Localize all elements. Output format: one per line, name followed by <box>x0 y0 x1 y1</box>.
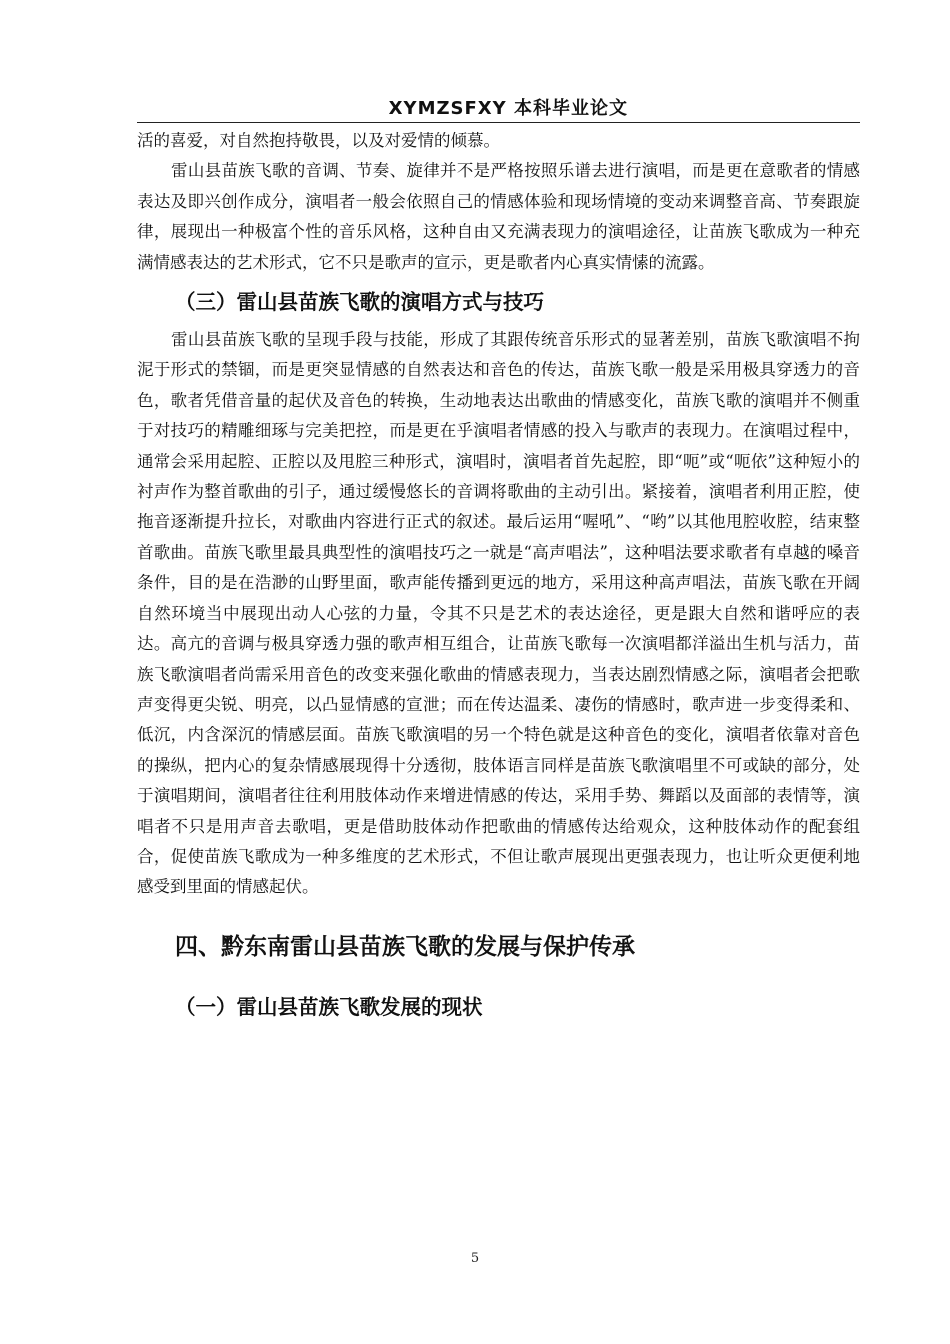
paragraph: 雷山县苗族飞歌的呈现手段与技能，形成了其跟传统音乐形式的显著差别，苗族飞歌演唱不拘泥于形式的禁锢，而是更突显情感的自然表达和音色的传达，苗族飞歌一般是采用极具穿透力的音色，歌者凭借音量的起伏及音色的转换，生动地表达出歌曲的情感变化，苗族飞歌的演唱并不侧重于对技巧的精雕细琢与完美把控，而是更在乎演唱者情感的投入与歌声的表现力。在演唱过程中，通常会采用起腔、正腔以及甩腔三种形式，演唱时，演唱者首先起腔，即“呃”或“呃依”这种短小的衬声作为整首歌曲的引子，通过缓慢悠长的音调将歌曲的主动引出。紧接着，演唱者利用正腔，使拖音逐渐提升拉长，对歌曲内容进行正式的叙述。最后运用“喔吼”、“哟”以其他甩腔收腔，结束整首歌曲。苗族飞歌里最具典型性的演唱技巧之一就是“高声唱法”，这种唱法要求歌者有卓越的嗓音条件，目的是在浩渺的山野里面，歌声能传播到更远的地方，采用这种高声唱法，苗族飞歌在开阔自然环境当中展现出动人心弦的力量，令其不只是艺术的表达途径，更是跟大自然和谐呼应的表达。高亢的音调与极具穿透力强的歌声相互组合，让苗族飞歌每一次演唱都洋溢出生机与活力，苗族飞歌演唱者尚需采用音色的改变来强化歌曲的情感表现力，当表达剧烈情感之际，演唱者会把歌声变得更尖锐、明亮，以凸显情感的宣泄；而在传达温柔、凄伤的情感时，歌声进一步变得柔和、低沉，内含深沉的情感层面。苗族飞歌演唱的另一个特色就是这种音色的变化，演唱者依靠对音色的操纵，把内心的复杂情感展现得十分透彻，肢体语言同样是苗族飞歌演唱里不可或缺的部分，处于演唱期间，演唱者往往利用肢体动作来增进情感的传达，采用手势、舞蹈以及面部的表情等，演唱者不只是用声音去歌唱，更是借助肢体动作把歌曲的情感传达给观众，这种肢体动作的配套组合，促使苗族飞歌成为一种多维度的艺术形式，不但让歌声展现出更强表现力，也让听众更便利地感受到里面的情感起伏。 <box>137 330 860 897</box>
header-title: XYMZSFXY 本科毕业论文 <box>388 98 628 119</box>
page-body <box>137 126 860 1022</box>
page-header <box>137 92 860 123</box>
chapter-heading: 四、黔东南雷山县苗族飞歌的发展与保护传承 <box>175 933 635 960</box>
section-heading: （一）雷山县苗族飞歌发展的现状 <box>175 994 483 1019</box>
section-heading: （三）雷山县苗族飞歌的演唱方式与技巧 <box>175 290 544 315</box>
paragraph: 雷山县苗族飞歌的音调、节奏、旋律并不是严格按照乐谱去进行演唱，而是更在意歌者的情感表达及即兴创作成分，演唱者一般会依照自己的情感体验和现场情境的变动来调整音高、节奏跟旋律，展现出一种极富个性的音乐风格，这种自由又充满表现力的演唱途径，让苗族飞歌成为一种充满情感表达的艺术形式，它不只是歌声的宣示，更是歌者内心真实情愫的流露。 <box>137 161 860 272</box>
page-number: 5 <box>470 1251 480 1266</box>
paragraph-continued: 活的喜爱，对自然抱持敬畏，以及对爱情的倾慕。 <box>137 131 500 150</box>
